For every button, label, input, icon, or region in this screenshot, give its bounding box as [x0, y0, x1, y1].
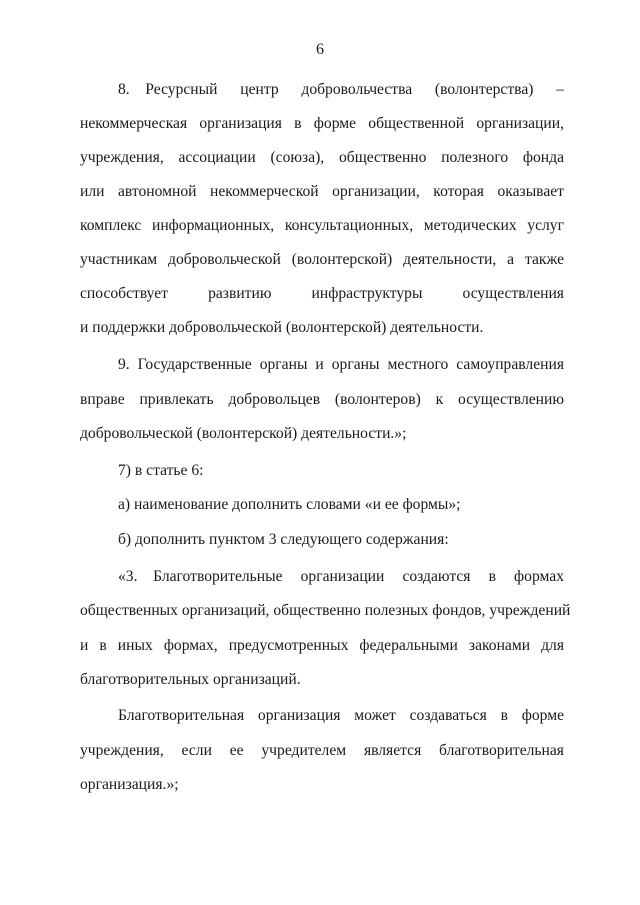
text-line: «3. Благотворительные организации создаются в формах	[118, 568, 564, 585]
text-line: способствует развитию инфраструктуры осуществления	[80, 285, 564, 302]
page-number: 6	[316, 41, 324, 58]
text-line: добровольческой (волонтерской) деятельности.»;	[80, 425, 407, 442]
text-line: участникам добровольческой (волонтерской) деятельности, а также	[80, 251, 564, 268]
text-line: общественных организаций, общественно полезных фондов, учреждений	[80, 602, 571, 619]
text-line: некоммерческая организация в форме общественной организации,	[80, 115, 564, 132]
text-line: или автономной некоммерческой организации, которая оказывает	[80, 183, 564, 200]
text-line: благотворительных организаций.	[80, 671, 301, 688]
text-line: 7) в статье 6:	[118, 462, 204, 479]
text-line: 9. Государственные органы и органы местного самоуправления	[118, 356, 564, 373]
text-line: комплекс информационных, консультационных, методических услуг	[80, 217, 564, 234]
text-line: и поддержки добровольческой (волонтерской) деятельности.	[80, 319, 484, 336]
text-line: и в иных формах, предусмотренных федеральными законами для	[80, 637, 564, 654]
text-line: а) наименование дополнить словами «и ее формы»;	[118, 496, 461, 513]
text-line: 8. Ресурсный центр добровольчества (волонтерства) –	[118, 81, 564, 98]
text-line: учреждения, ассоциации (союза), общественно полезного фонда	[80, 149, 564, 166]
text-line: организация.»;	[80, 776, 179, 793]
text-line: вправе привлекать добровольцев (волонтеров) к осуществлению	[80, 391, 564, 408]
text-line: б) дополнить пунктом 3 следующего содержания:	[118, 531, 449, 548]
text-line: Благотворительная организация может создаваться в форме	[118, 707, 564, 724]
text-line: учреждения, если ее учредителем является благотворительная	[80, 742, 564, 759]
